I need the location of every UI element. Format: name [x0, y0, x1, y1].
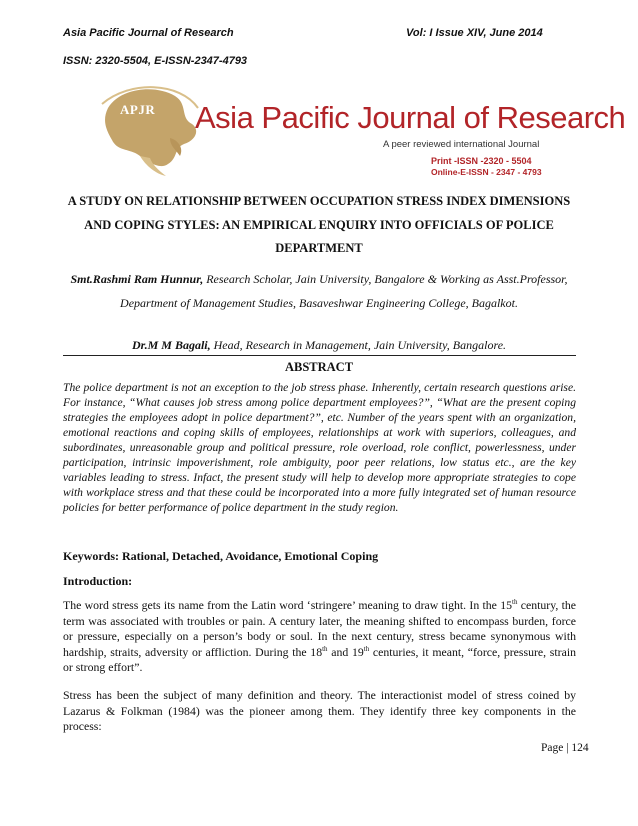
paper-title-line: A STUDY ON RELATIONSHIP BETWEEN OCCUPATION STRESS INDEX DIMENSIONS	[67, 194, 571, 208]
banner-title: Asia Pacific Journal of Research	[195, 100, 626, 135]
author-2-affiliation: Head, Research in Management, Jain University, Bangalore.	[210, 338, 507, 352]
header-volume: Vol: I Issue XIV, June 2014	[406, 27, 543, 39]
journal-banner	[100, 78, 626, 180]
author-2-name: Dr.M M Bagali,	[131, 338, 211, 352]
paper-title-line: DEPARTMENT	[275, 241, 363, 255]
paper-title-line: AND COPING STYLES: AN EMPIRICAL ENQUIRY INTO OFFICIALS OF POLICE	[84, 218, 554, 232]
author-1-name: Smt.Rashmi Ram Hunnur,	[70, 272, 204, 286]
page-number: Page | 124	[541, 742, 589, 754]
section-divider	[63, 355, 576, 356]
abstract-text: The police department is not an exception to the job stress phase. Inherently, certain research questions arise. For instance, “What causes job stress among police department employees?”, “What are the present coping strategies the employees adopt in police department?”, etc. Number of the years spent with an organization, emotional reactions and coping skills of employees, relationships at work with superiors, colleagues, and subordinates, unreasonable group and political pressure, role overload, role conflict, powerlessness, under participation, intrinsic impoverishment, role ambiguity, poor peer relations, low status etc., are the key variables leading to stress. Infact, the present study will help to develop more appropriate strategies to cope with workplace stress and that these could be incorporated into a more fully integrated set of human resource policies for better performance of police department in the study region.	[63, 381, 576, 514]
banner-online-issn: Online-E-ISSN - 2347 - 4793	[431, 167, 542, 177]
logo-text: APJR	[120, 102, 156, 117]
author-1-line-2: Department of Management Studies, Basaveshwar Engineering College, Bagalkot.	[120, 296, 518, 310]
abstract-heading: ABSTRACT	[284, 360, 354, 374]
author-1-affiliation: Research Scholar, Jain University, Bangalore & Working as Asst.Professor,	[203, 272, 568, 286]
author-2-line	[50, 338, 588, 353]
author-1-line-1	[50, 272, 588, 287]
introduction-heading: Introduction:	[63, 574, 133, 588]
header-journal-name: Asia Pacific Journal of Research	[63, 27, 234, 39]
banner-print-issn: Print -ISSN -2320 - 5504	[431, 156, 532, 166]
introduction-paragraph-1: The word stress gets its name from the Latin word ‘stringere’ meaning to draw tight. In the 15th century, the term was associated with troubles or pain. A century later, the meaning shifted to encompass burden, force or pressure, especially on a person’s body or soul. In the next century, stress became synonymous with hardship, straits, adversity or affliction. During the 18th and 19th centuries, it meant, “force, pressure, strain or strong effort”.	[63, 598, 576, 675]
introduction-paragraph-2: Stress has been the subject of many definition and theory. The interactionist model of stress coined by Lazarus & Folkman (1984) was the pioneer among them. They identify three key components in the process:	[63, 688, 576, 734]
banner-subtitle: A peer reviewed international Journal	[383, 139, 540, 150]
keywords: Keywords: Rational, Detached, Avoidance, Emotional Coping	[63, 549, 379, 563]
header-issn: ISSN: 2320-5504, E-ISSN-2347-4793	[63, 55, 248, 67]
